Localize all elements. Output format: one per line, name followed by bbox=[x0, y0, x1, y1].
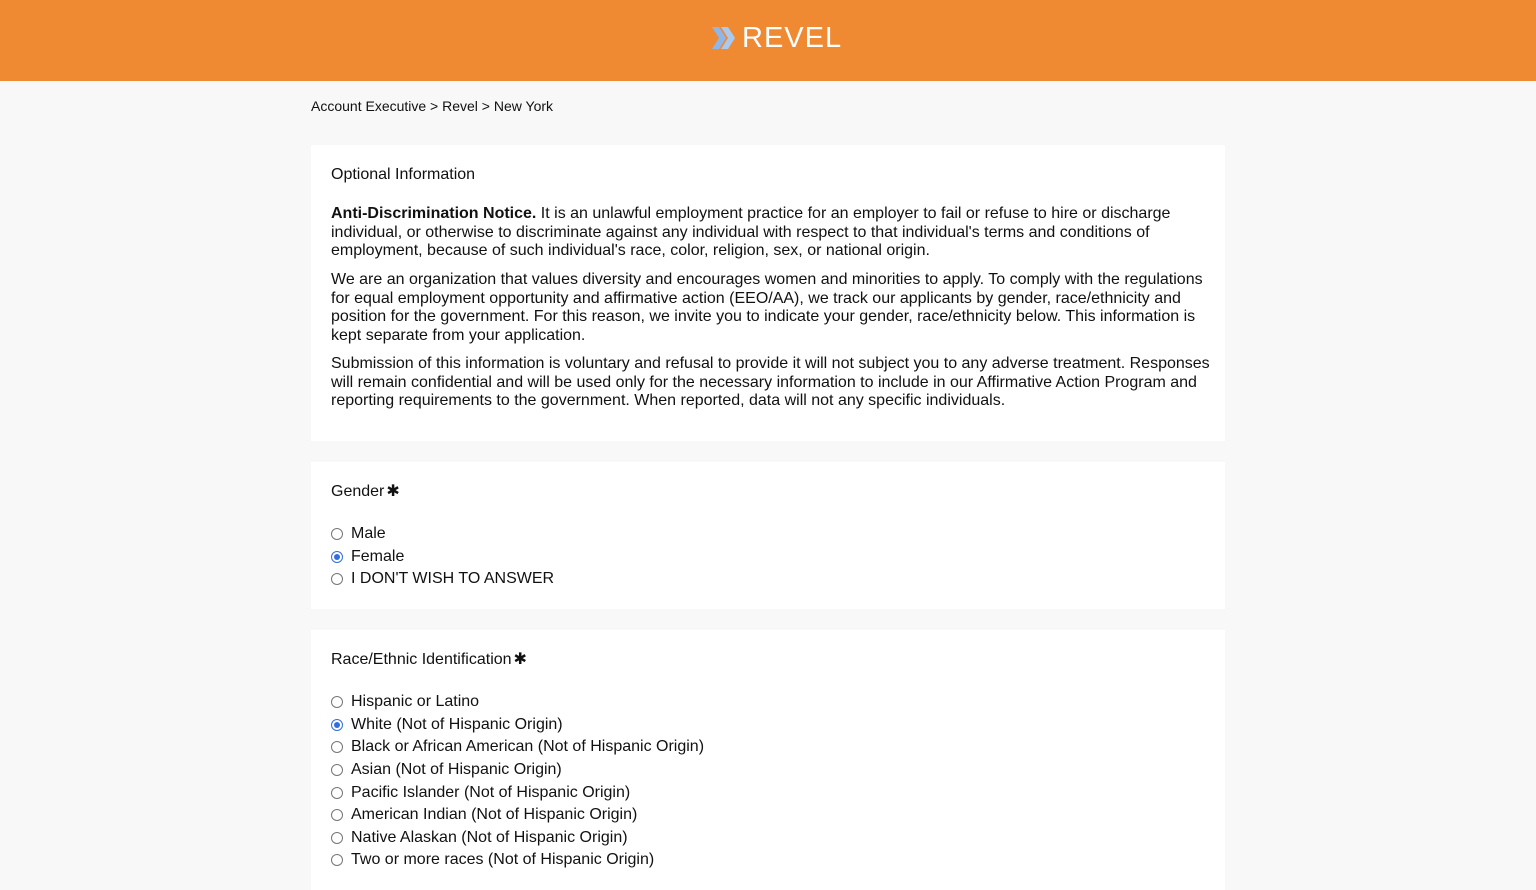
race-option-hispanic[interactable] bbox=[331, 691, 704, 714]
race-option-pacific-islander[interactable] bbox=[331, 781, 704, 804]
radio-button[interactable] bbox=[331, 741, 343, 753]
radio-button[interactable] bbox=[331, 832, 343, 844]
gender-options bbox=[331, 523, 554, 591]
diversity-paragraph: We are an organization that values diversity and encourages women and minorities to apply. To comply with the regulations for equal employment opportunity and affirmative action (EEO/AA), we track our applicants by gender, race/ethnicity and position for the government. For this reason, we invite you to indicate your gender, race/ethnicity below. This information is kept separate from your application. bbox=[331, 271, 1203, 345]
race-label bbox=[331, 650, 527, 670]
race-option-black[interactable] bbox=[331, 736, 704, 759]
optional-information-title: Optional Information bbox=[331, 166, 476, 183]
race-options bbox=[331, 691, 704, 872]
brand-name: REVEL bbox=[742, 22, 843, 54]
option-label: White (Not of Hispanic Origin) bbox=[351, 715, 563, 733]
anti-discrimination-notice bbox=[331, 205, 1211, 261]
radio-button[interactable] bbox=[331, 528, 343, 540]
race-label-text: Race/Ethnic Identification bbox=[331, 651, 512, 668]
notice-heading: Anti-Discrimination Notice. bbox=[331, 205, 537, 222]
gender-option-female[interactable] bbox=[331, 546, 554, 569]
race-option-asian[interactable] bbox=[331, 759, 704, 782]
voluntary-paragraph: Submission of this information is voluntary and refusal to provide it will not subject you to any adverse treatment. Responses will remain confidential and will be used only for the necessary information to include in our Affirmative Action Program and reporting requirements to the government. When reported, data will not any specific individuals. bbox=[331, 355, 1210, 410]
race-option-white[interactable] bbox=[331, 714, 704, 737]
race-card bbox=[311, 630, 1225, 890]
option-label: Pacific Islander (Not of Hispanic Origin) bbox=[351, 783, 631, 801]
brand-logo[interactable] bbox=[711, 22, 842, 54]
radio-button[interactable] bbox=[331, 854, 343, 866]
option-label: Two or more races (Not of Hispanic Origin) bbox=[351, 851, 655, 869]
gender-label-text: Gender bbox=[331, 483, 385, 500]
option-label: Male bbox=[351, 525, 386, 543]
radio-button[interactable] bbox=[331, 573, 343, 585]
option-label: Native Alaskan (Not of Hispanic Origin) bbox=[351, 828, 628, 846]
radio-button[interactable] bbox=[331, 787, 343, 799]
radio-button[interactable] bbox=[331, 764, 343, 776]
gender-card bbox=[311, 462, 1225, 609]
option-label: I DON'T WISH TO ANSWER bbox=[351, 570, 555, 588]
breadcrumb: Account Executive > Revel > New York bbox=[311, 98, 554, 114]
radio-button[interactable] bbox=[331, 551, 343, 563]
gender-option-decline[interactable] bbox=[331, 568, 554, 591]
race-option-native-alaskan[interactable] bbox=[331, 827, 704, 850]
race-option-two-or-more[interactable] bbox=[331, 849, 704, 872]
double-chevron-right-icon bbox=[711, 26, 737, 50]
radio-button[interactable] bbox=[331, 696, 343, 708]
option-label: American Indian (Not of Hispanic Origin) bbox=[351, 806, 638, 824]
radio-button[interactable] bbox=[331, 809, 343, 821]
gender-option-male[interactable] bbox=[331, 523, 554, 546]
option-label: Hispanic or Latino bbox=[351, 693, 480, 711]
notice-text: It is an unlawful employment practice for an employer to fail or refuse to hire or discharge individual, or otherwise to discriminate against any individual with respect to that individual's terms and conditions of employment, because of such individual's race, color, religion, sex, or national origin. bbox=[331, 205, 1171, 260]
optional-information-card bbox=[311, 145, 1225, 441]
radio-button[interactable] bbox=[331, 719, 343, 731]
required-marker: ✱ bbox=[513, 651, 527, 668]
required-marker: ✱ bbox=[386, 483, 400, 500]
gender-label bbox=[331, 482, 400, 502]
option-label: Female bbox=[351, 547, 405, 565]
option-label: Asian (Not of Hispanic Origin) bbox=[351, 761, 562, 779]
race-option-american-indian[interactable] bbox=[331, 804, 704, 827]
header-bar bbox=[0, 0, 1536, 81]
option-label: Black or African American (Not of Hispanic Origin) bbox=[351, 738, 705, 756]
